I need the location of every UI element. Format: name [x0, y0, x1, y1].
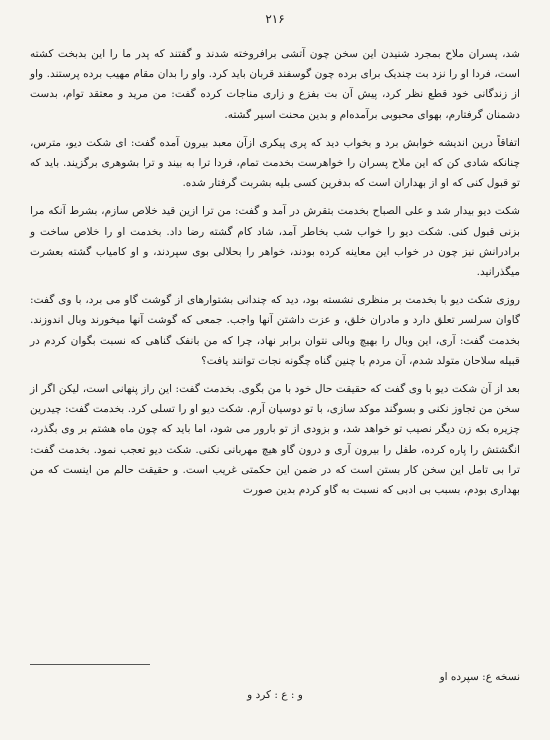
paragraph-5: بعد از آن شکت دیو با وی گفت که حقیقت حال خود با من بگوی. بخدمت گفت: این راز پنهانی است، لیکن اگر از سخن من تجاوز نکنی و بسوگند موکد سازی، با تو دوسیان آرم. شکت دیو او را تسلی کرد. بخدمت گفت: چیدرین چزیره بکه زن دیگر نصیب تو خواهد شد، و بزودی از تو بارور می شود، اما باید که چون ماه هشتم بر وی بگذرد، انگشتش را پاره کرده، طفل را بیرون آری و درون گاو هیچ مهربانی نکنی. شکت دیو تعجب نمود. بخدمت گفت: ترا بی تامل این سخن کار بستن است که در ضمن این حکمتی غریب است. و حقیقت حالم من اینست که من بهداری بودم، بسبب بی ادبی که نسبت به گاو کردم بدین صورت: [30, 383, 520, 497]
paragraph-3: شکت دیو بیدار شد و علی الصباح بخدمت بتقرش در آمد و گفت: من ترا ازین قید خلاص سازم، بشرط آنکه مرا بزنی قبول کنی. شکت دیو را خواب شب بخاطر آمد، شاد کام گشته رضا داد. بخدمت او را خلاص ساخت و برادرانش نیز چون در خواب این معاینه کرده بودند، خواهر را بحلالی بوی سپردند، و او کامیاب گشته بعشرت میگذرانید.: [30, 205, 520, 279]
body-text: [30, 44, 520, 500]
footnote-divider: [30, 664, 150, 665]
footnotes: [30, 668, 520, 704]
page-number: ۲۱۶: [265, 12, 285, 26]
footnote-2: و : ع : کرد و: [247, 689, 303, 701]
footnote-1: نسخه ع: سپرده او: [439, 671, 520, 683]
paragraph-2: اتفاقاً درین اندیشه خوابش برد و بخواب دید که پری پیکری ازآن معبد بیرون آمده گفت: ای شکت دیو، مترس، چنانکه شادی کن که این ملاح پسران را خواهرست بخدمت تمام، فردا ترا به بیند و ترا بشوهری برگزیند. باید که تو قبول کنی که او از بهداران است که بدفرین کسی بلیه بشربت گرفتار شده.: [30, 136, 520, 190]
paragraph-4: روزی شکت دیو با بخدمت بر منظری نشسته بود، دید که چندانی بشتوارهای از گوشت گاو می برد، با وی گفت: گاوان سرلسر تعلق دارد و مادران خلق، و عزت داشتن آنها واجب. جمعی که گوشت آنها میخورند وبال اندوزند. بخدمت گفت: آری، این وبال را بهیچ وبالی نتوان برابر نهاد، چرا که من بانفک گناهی که نسبت بگوان کردم در قبیله سلاحان متولد شدم، آن مردم با چنین گناه چگونه نجات توانند یافت؟: [30, 294, 520, 367]
paragraph-1: شد، پسران ملاح بمجرد شنیدن این سخن چون آتشی برافروخته شدند و گفتند که پدر ما را این بدبخت کشته است، فردا او را نزد بت چندیک برای برده چون گوسفند قربان باید کرد. واو را بدان مقام مهیب برده پرستند. واو از زندگانی خود قطع نظر کرد، پیش آن بت بفزع و زاری مناجات کرده گفت: من مرید و معتقد توام، بدست دشمنان گرفتارم، بهوای محبوبی برآمده‌ام و بدین محنت اسیر گشته.: [30, 48, 520, 121]
